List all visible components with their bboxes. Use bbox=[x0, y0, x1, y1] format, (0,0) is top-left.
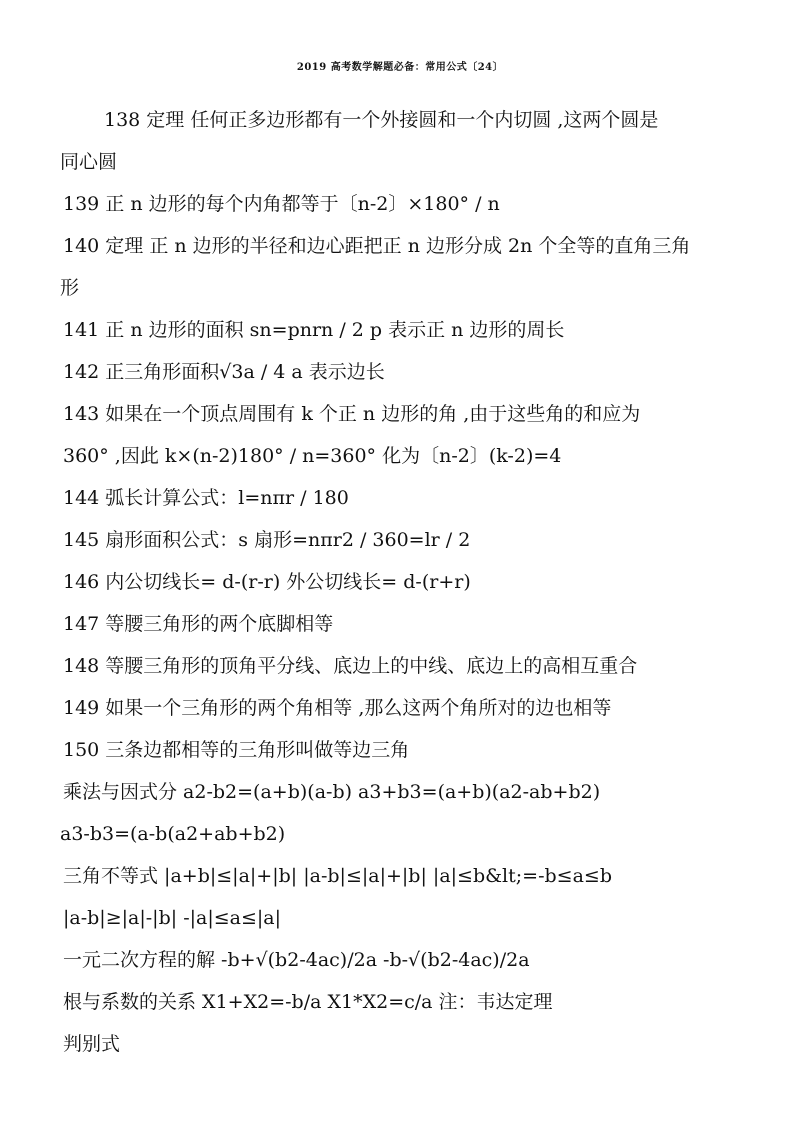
line-147: 147 等腰三角形的两个底脚相等 bbox=[63, 613, 334, 635]
line-factorization: 乘法与因式分 a2-b2=(a+b)(a-b) a3+b3=(a+b)(a2-ab+b2) bbox=[63, 781, 601, 803]
line-146: 146 内公切线长= d-(r-r) 外公切线长= d-(r+r) bbox=[63, 571, 471, 593]
line-143-continued: 360° ,因此 k×(n-2)180° / n=360° 化为〔n-2〕(k-2)=4 bbox=[63, 445, 562, 467]
line-143: 143 如果在一个顶点周围有 k 个正 n 边形的角 ,由于这些角的和应为 bbox=[63, 403, 641, 425]
line-141: 141 正 n 边形的面积 sn=pnrn / 2 p 表示正 n 边形的周长 bbox=[63, 319, 565, 341]
line-140-continued: 形 bbox=[60, 277, 80, 299]
line-factorization-continued: a3-b3=(a-b(a2+ab+b2) bbox=[60, 823, 286, 845]
line-138-continued: 同心圆 bbox=[60, 151, 118, 173]
document-title: 2019 高考数学解题必备：常用公式〔24〕 bbox=[296, 62, 504, 73]
line-triangle-inequality: 三角不等式 |a+b|≤|a|+|b| |a-b|≤|a|+|b| |a|≤b&lt;=-b≤a≤b bbox=[63, 865, 612, 887]
line-140-theorem: 140 定理 正 n 边形的半径和边心距把正 n 边形分成 2n 个全等的直角三角 bbox=[63, 235, 691, 257]
line-149: 149 如果一个三角形的两个角相等 ,那么这两个角所对的边也相等 bbox=[63, 697, 612, 719]
line-142: 142 正三角形面积√3a / 4 a 表示边长 bbox=[63, 361, 385, 383]
line-quadratic-solution: 一元二次方程的解 -b+√(b2-4ac)/2a -b-√(b2-4ac)/2a bbox=[63, 949, 530, 971]
line-145: 145 扇形面积公式：s 扇形=nπr2 / 360=lr / 2 bbox=[63, 529, 471, 551]
line-vieta: 根与系数的关系 X1+X2=-b/a X1*X2=c/a 注：韦达定理 bbox=[63, 991, 553, 1013]
line-150: 150 三条边都相等的三角形叫做等边三角 bbox=[63, 739, 410, 761]
line-discriminant: 判别式 bbox=[63, 1033, 121, 1055]
line-148: 148 等腰三角形的顶角平分线、底边上的中线、底边上的高相互重合 bbox=[63, 655, 638, 677]
line-triangle-inequality-continued: |a-b|≥|a|-|b| -|a|≤a≤|a| bbox=[63, 907, 282, 929]
line-138-theorem: 138 定理 任何正多边形都有一个外接圆和一个内切圆 ,这两个圆是 bbox=[104, 109, 659, 131]
line-144: 144 弧长计算公式：l=nπr / 180 bbox=[63, 487, 349, 509]
line-139: 139 正 n 边形的每个内角都等于〔n-2〕×180° / n bbox=[63, 193, 500, 215]
